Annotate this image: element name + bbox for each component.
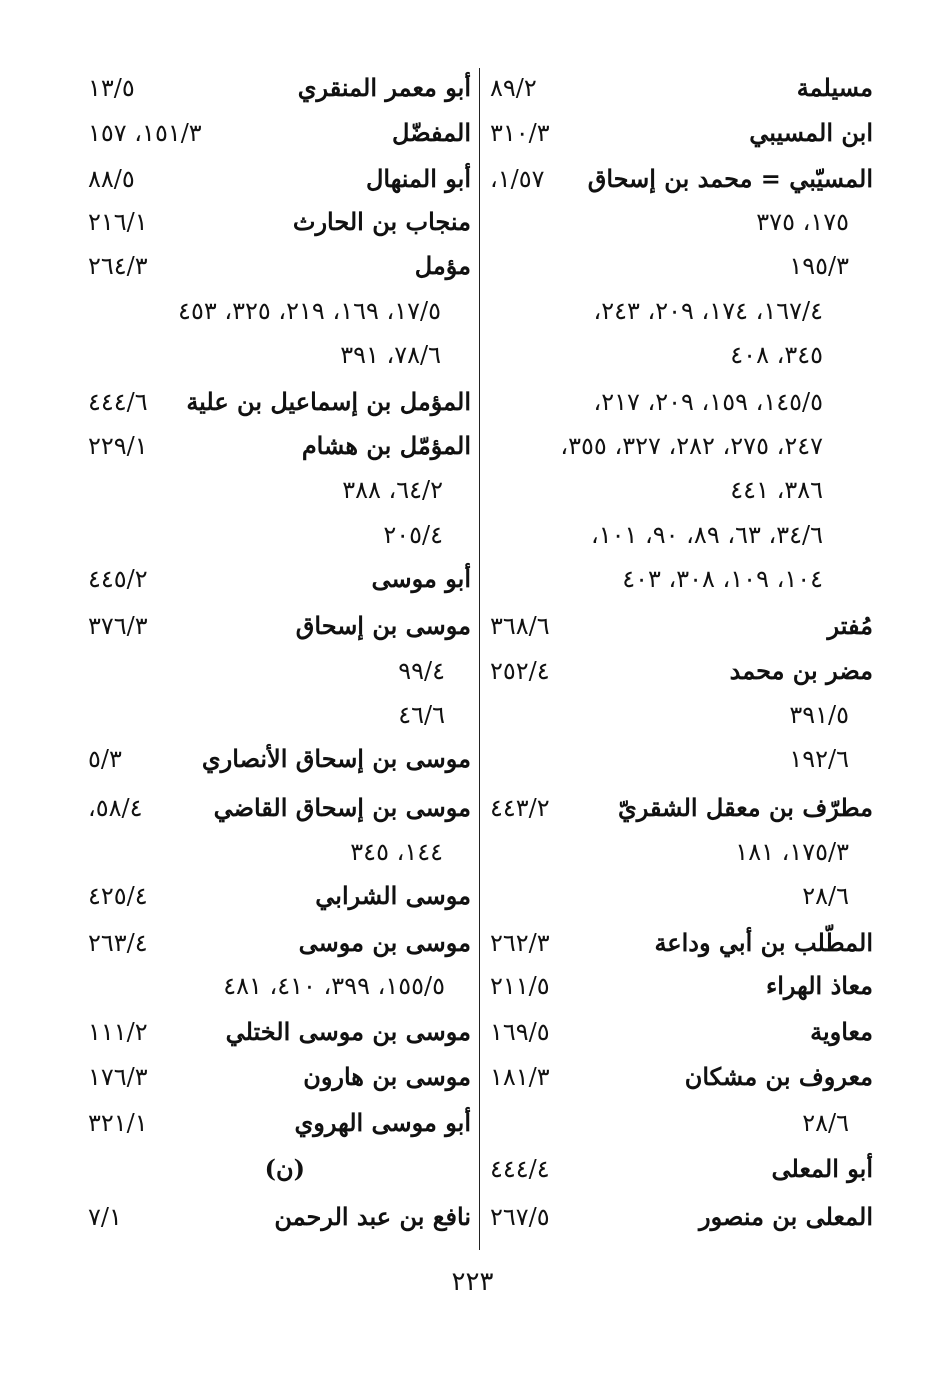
index-entry <box>482 921 877 965</box>
index-entry <box>482 964 877 1008</box>
entry-continuation <box>482 1101 877 1145</box>
entry-continuation <box>80 468 475 512</box>
entry-continuation <box>80 513 475 557</box>
left-column <box>80 0 475 1380</box>
index-entry <box>482 157 877 201</box>
entry-reference: ٢٦٤/٣ <box>88 252 148 280</box>
index-entry <box>80 557 475 601</box>
entry-continuation <box>482 468 877 512</box>
entry-reference: ١٣/٥ <box>88 74 135 102</box>
continuation-references: ١٠٤، ١٠٩، ٣٠٨، ٤٠٣ <box>622 565 823 593</box>
right-column <box>482 0 877 1380</box>
index-entry <box>80 1010 475 1054</box>
entry-name: موسى بن إسحاق <box>295 611 471 640</box>
entry-name: معاذ الهراء <box>765 971 873 1000</box>
entry-name: معاوية <box>810 1017 873 1046</box>
entry-name: أبو موسى الهروي <box>294 1108 471 1137</box>
entry-reference: ٤٤٥/٢ <box>88 565 148 593</box>
letter-heading <box>80 1147 475 1191</box>
index-entry <box>482 66 877 110</box>
entry-reference: ٥/٣ <box>88 745 122 773</box>
continuation-references: ٦٤/٢، ٣٨٨ <box>342 476 443 504</box>
continuation-references: ٧٨/٦، ٣٩١ <box>340 341 441 369</box>
continuation-references: ١٤٥/٥، ١٥٩، ٢٠٩، ٢١٧، <box>593 388 823 416</box>
entry-continuation <box>80 649 475 693</box>
index-entry <box>482 649 877 693</box>
continuation-references: ١٩٥/٣ <box>789 252 849 280</box>
entry-name: المؤمّل بن هشام <box>301 431 471 460</box>
entry-name: أبو المعلى <box>771 1154 873 1183</box>
index-entry <box>482 1010 877 1054</box>
entry-name: مطرّف بن معقل الشقريّ <box>618 793 873 822</box>
entry-name: المطّلب بن أبي وداعة <box>654 928 873 957</box>
continuation-references: ٣٩١/٥ <box>789 701 849 729</box>
continuation-references: ١٦٧/٤، ١٧٤، ٢٠٩، ٢٤٣، <box>593 297 823 325</box>
entry-continuation <box>80 289 475 333</box>
index-entry <box>482 786 877 830</box>
entry-reference: ١/٥٧، <box>490 165 545 193</box>
index-entry <box>80 157 475 201</box>
continuation-references: ٢٨/٦ <box>802 1109 849 1137</box>
index-entry <box>80 786 475 830</box>
entry-reference: ٣٢١/١ <box>88 1109 148 1137</box>
index-entry <box>80 604 475 648</box>
index-entry <box>482 1055 877 1099</box>
entry-name: موسى بن إسحاق الأنصاري <box>201 744 471 773</box>
continuation-references: ١٧/٥، ١٦٩، ٢١٩، ٣٢٥، ٤٥٣ <box>178 297 441 325</box>
entry-continuation <box>80 830 475 874</box>
entry-continuation <box>482 874 877 918</box>
entry-name: أبو موسى <box>371 564 471 593</box>
entry-continuation <box>482 244 877 288</box>
entry-continuation <box>482 693 877 737</box>
entry-continuation <box>482 424 877 468</box>
index-entry <box>80 874 475 918</box>
entry-name: المعلى بن منصور <box>699 1202 873 1231</box>
continuation-references: ١٧٥/٣، ١٨١ <box>735 838 849 866</box>
index-entry <box>80 111 475 155</box>
index-entry <box>80 737 475 781</box>
entry-name: موسى بن موسى <box>298 928 471 957</box>
entry-name: أبو معمر المنقري <box>297 73 471 102</box>
index-entry <box>80 921 475 965</box>
entry-name: موسى بن موسى الختلي <box>225 1017 471 1046</box>
entry-reference: ٧/١ <box>88 1203 122 1231</box>
continuation-references: ٣٤٥، ٤٠٨ <box>730 341 823 369</box>
entry-reference: ١٦٩/٥ <box>490 1018 550 1046</box>
entry-continuation <box>80 964 475 1008</box>
entry-reference: ٢٢٩/١ <box>88 432 148 460</box>
entry-continuation <box>482 333 877 377</box>
entry-reference: ٢٥٢/٤ <box>490 657 550 685</box>
index-entry <box>80 1101 475 1145</box>
entry-name: موسى بن هارون <box>303 1062 471 1091</box>
entry-reference: ١١١/٢ <box>88 1018 148 1046</box>
index-entry <box>80 424 475 468</box>
entry-name: أبو المنهال <box>365 164 471 193</box>
entry-reference: ٢١١/٥ <box>490 972 550 1000</box>
entry-name: مؤمل <box>414 251 471 280</box>
entry-reference: ٥٨/٤، <box>88 794 143 822</box>
continuation-references: ٢٤٧، ٢٧٥، ٢٨٢، ٣٢٧، ٣٥٥، <box>560 432 823 460</box>
index-entry <box>482 111 877 155</box>
entry-reference: ٢٦٧/٥ <box>490 1203 550 1231</box>
entry-name: موسى بن إسحاق القاضي <box>213 793 471 822</box>
index-entry <box>482 1147 877 1191</box>
entry-reference: ٤٤٤/٤ <box>490 1155 550 1183</box>
continuation-references: ٩٩/٤ <box>398 657 445 685</box>
entry-continuation <box>80 333 475 377</box>
entry-reference: ٣١٠/٣ <box>490 119 550 147</box>
entry-name: المؤمل بن إسماعيل بن علية <box>186 387 471 416</box>
continuation-references: ١٩٢/٦ <box>789 745 849 773</box>
continuation-references: ٣٤/٦، ٦٣، ٨٩، ٩٠، ١٠١، <box>590 521 823 549</box>
index-entry <box>80 244 475 288</box>
continuation-references: ١٧٥، ٣٧٥ <box>756 208 849 236</box>
column-divider <box>479 68 480 1250</box>
index-entry <box>482 604 877 648</box>
entry-name: مضر بن محمد <box>729 656 873 685</box>
entry-reference: ١٧٦/٣ <box>88 1063 148 1091</box>
entry-name: المسيّبي = محمد بن إسحاق <box>587 164 873 193</box>
continuation-references: ٣٨٦، ٤٤١ <box>730 476 823 504</box>
entry-continuation <box>482 557 877 601</box>
entry-reference: ٢١٦/١ <box>88 208 148 236</box>
index-entry <box>80 66 475 110</box>
entry-reference: ٤٤٤/٦ <box>88 388 148 416</box>
continuation-references: ١٥٥/٥، ٣٩٩، ٤١٠، ٤٨١ <box>223 972 445 1000</box>
entry-name: معروف بن مشكان <box>684 1062 873 1091</box>
entry-name: مسيلمة <box>796 73 873 102</box>
entry-name: منجاب بن الحارث <box>292 207 471 236</box>
entry-reference: ٨٩/٢ <box>490 74 537 102</box>
continuation-references: ٢٨/٦ <box>802 882 849 910</box>
entry-reference: ٣٧٦/٣ <box>88 612 148 640</box>
entry-continuation <box>482 380 877 424</box>
index-entry <box>80 380 475 424</box>
index-entry <box>80 1055 475 1099</box>
entry-continuation <box>482 737 877 781</box>
entry-continuation <box>482 200 877 244</box>
entry-name: موسى الشرابي <box>315 881 471 910</box>
entry-reference: ٤٤٣/٢ <box>490 794 550 822</box>
index-entry <box>80 200 475 244</box>
entry-reference: ١٨١/٣ <box>490 1063 550 1091</box>
entry-name: نافع بن عبد الرحمن <box>274 1202 471 1231</box>
entry-reference: ٤٢٥/٤ <box>88 882 148 910</box>
entry-continuation <box>80 693 475 737</box>
section-letter: (ن) <box>264 1154 305 1183</box>
entry-continuation <box>482 289 877 333</box>
entry-name: المفضّل <box>392 118 471 147</box>
continuation-references: ١٤٤، ٣٤٥ <box>350 838 443 866</box>
entry-reference: ٣٦٨/٦ <box>490 612 550 640</box>
index-entry <box>80 1195 475 1239</box>
entry-reference: ٢٦٢/٣ <box>490 929 550 957</box>
entry-name: ابن المسيبي <box>749 118 873 147</box>
entry-reference: ١٥١/٣، ١٥٧ <box>88 119 202 147</box>
entry-name: مُفتر <box>827 611 873 640</box>
page-number: ٢٢٣ <box>451 1267 494 1297</box>
index-entry <box>482 1195 877 1239</box>
continuation-references: ٤٦/٦ <box>398 701 445 729</box>
entry-reference: ٢٦٣/٤ <box>88 929 148 957</box>
entry-reference: ٨٨/٥ <box>88 165 135 193</box>
continuation-references: ٢٠٥/٤ <box>383 521 443 549</box>
entry-continuation <box>482 513 877 557</box>
entry-continuation <box>482 830 877 874</box>
